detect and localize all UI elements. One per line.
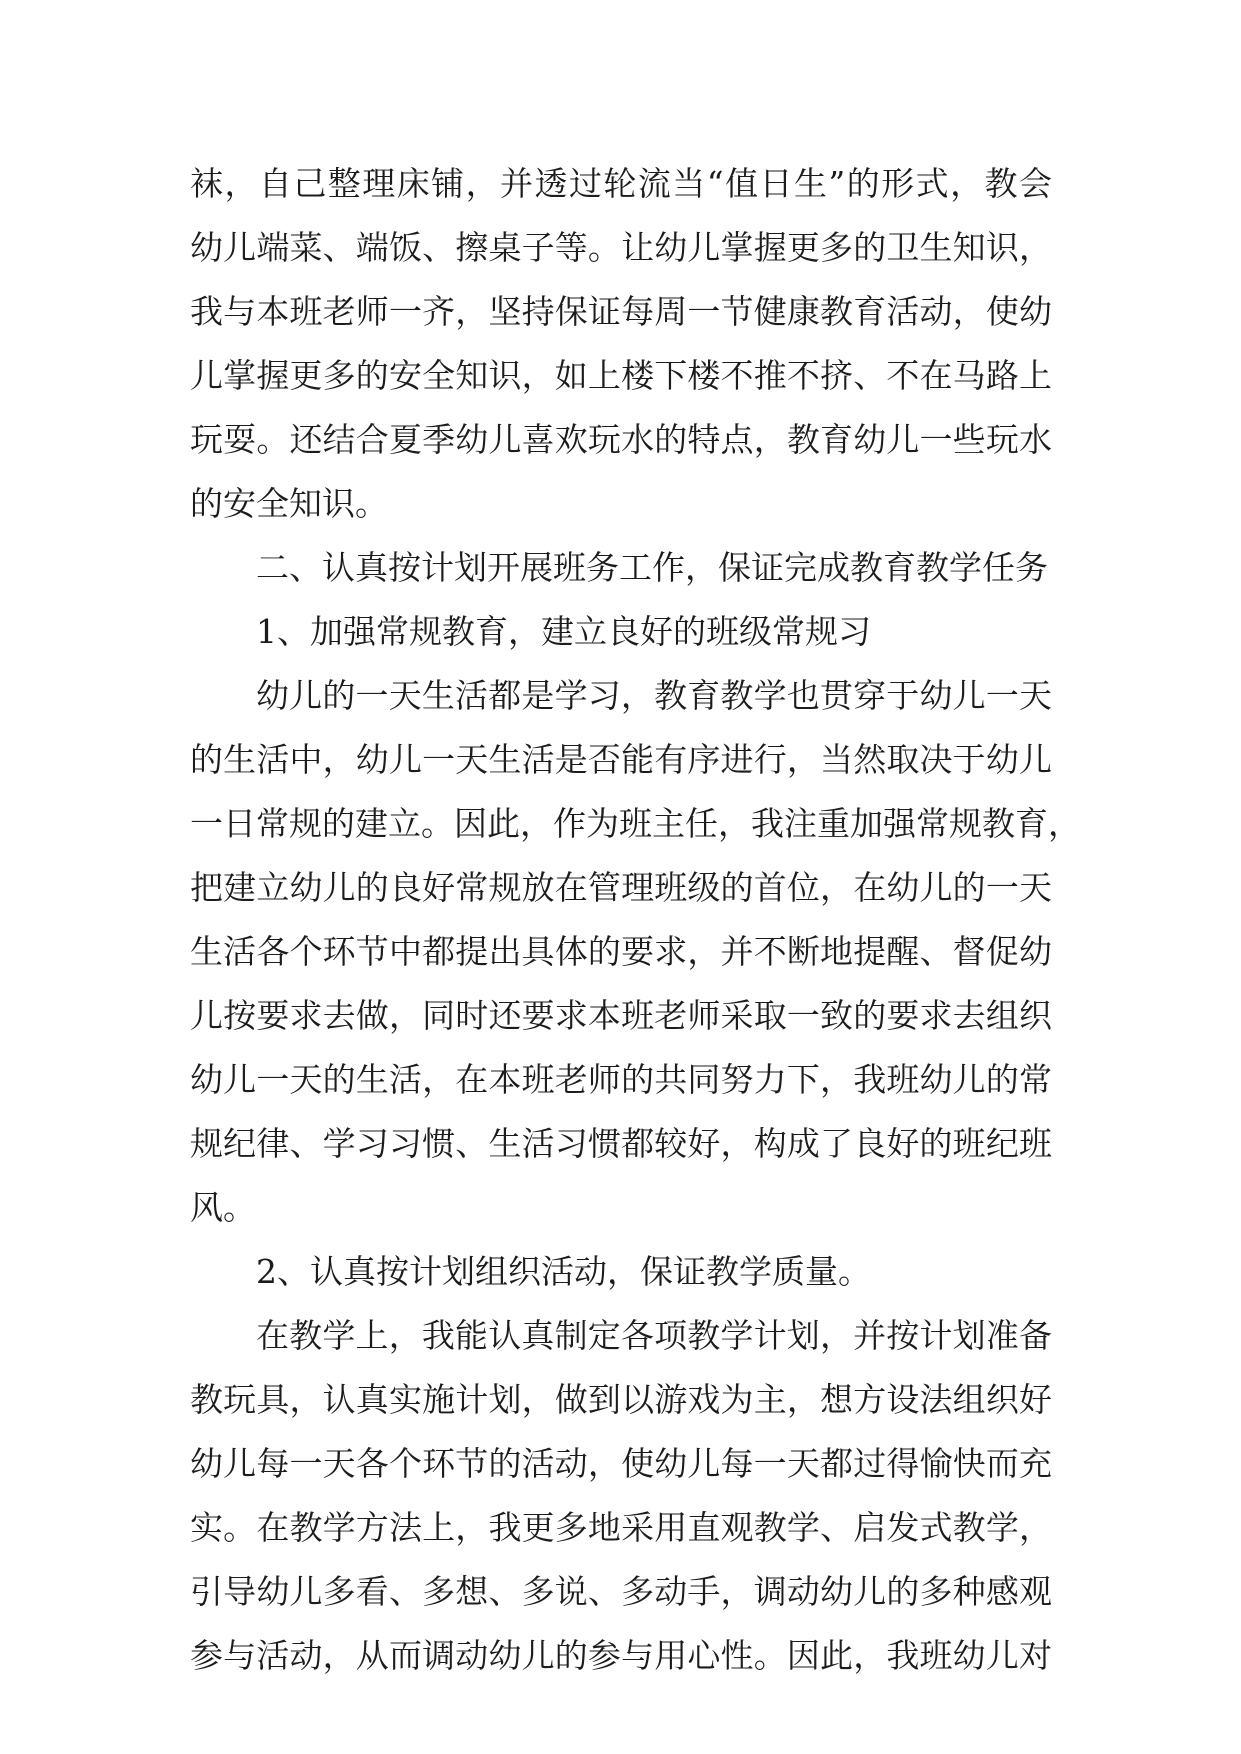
- text-line: 把建立幼儿的良好常规放在管理班级的首位，在幼儿的一天: [190, 868, 1052, 907]
- text-line: 实。在教学方法上，我更多地采用直观教学、启发式教学，: [190, 1508, 1052, 1547]
- text-line: 儿掌握更多的安全知识，如上楼下楼不推不挤、不在马路上: [190, 356, 1052, 395]
- text-line: 参与活动，从而调动幼儿的参与用心性。因此，我班幼儿对: [190, 1636, 1052, 1675]
- text-line: 教玩具，认真实施计划，做到以游戏为主，想方设法组织好: [190, 1380, 1052, 1419]
- text-line: 生活各个环节中都提出具体的要求，并不断地提醒、督促幼: [190, 932, 1052, 971]
- text-line: 幼儿端菜、端饭、擦桌子等。让幼儿掌握更多的卫生知识，: [190, 228, 1052, 267]
- text-line: 的安全知识。: [190, 484, 388, 523]
- text-line: 幼儿每一天各个环节的活动，使幼儿每一天都过得愉快而充: [190, 1444, 1052, 1483]
- text-line: 规纪律、学习习惯、生活习惯都较好，构成了良好的班纪班: [190, 1124, 1052, 1163]
- section-heading: [190, 536, 1052, 600]
- subsection-heading: [190, 1240, 1052, 1304]
- text-line: 我与本班老师一齐，坚持保证每周一节健康教育活动，使幼: [190, 292, 1052, 331]
- text-line: 2、认真按计划组织活动，保证教学质量。: [256, 1252, 871, 1291]
- paragraph: [190, 664, 1081, 1240]
- text-line: 袜，自己整理床铺，并透过轮流当“值日生”的形式，教会: [190, 164, 1052, 203]
- text-line: 在教学上，我能认真制定各项教学计划，并按计划准备: [256, 1316, 1052, 1355]
- text-line: 幼儿一天的生活，在本班老师的共同努力下，我班幼儿的常: [190, 1060, 1052, 1099]
- text-line: 1、加强常规教育，建立良好的班级常规习: [256, 612, 871, 651]
- text-line: 一日常规的建立。因此，作为班主任，我注重加强常规教育，: [190, 804, 1081, 843]
- text-line: 引导幼儿多看、多想、多说、多动手，调动幼儿的多种感观: [190, 1572, 1052, 1611]
- document-body: [190, 152, 1081, 1688]
- text-line: 儿按要求去做，同时还要求本班老师采取一致的要求去组织: [190, 996, 1052, 1035]
- text-line: 二、认真按计划开展班务工作，保证完成教育教学任务: [256, 548, 1048, 587]
- subsection-heading: [190, 600, 1052, 664]
- paragraph: [190, 1304, 1052, 1688]
- text-line: 幼儿的一天生活都是学习，教育教学也贯穿于幼儿一天: [256, 676, 1052, 715]
- paragraph: [190, 152, 1052, 536]
- text-line: 风。: [190, 1188, 256, 1227]
- text-line: 玩耍。还结合夏季幼儿喜欢玩水的特点，教育幼儿一些玩水: [190, 420, 1052, 459]
- text-line: 的生活中，幼儿一天生活是否能有序进行，当然取决于幼儿: [190, 740, 1052, 779]
